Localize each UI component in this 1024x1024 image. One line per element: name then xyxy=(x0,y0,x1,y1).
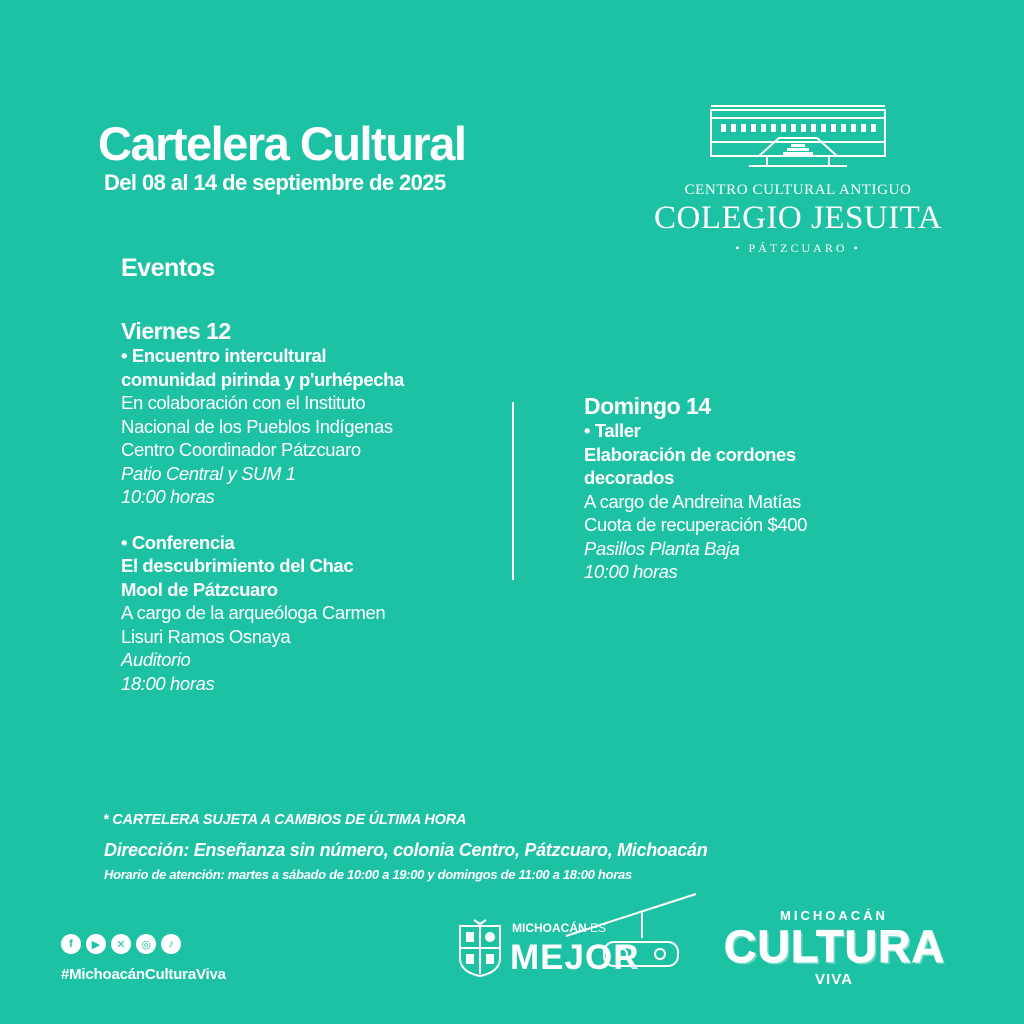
logo-line-3: • PÁTZCUARO • xyxy=(735,241,861,255)
cultura-logo-main: CULTURA xyxy=(724,921,946,972)
page-title: Cartelera Cultural xyxy=(98,117,466,170)
event-place: Pasillos Planta Baja xyxy=(584,537,740,559)
logo-line-1: CENTRO CULTURAL ANTIGUO xyxy=(684,182,912,198)
opening-hours: Horario de atención: martes a sábado de 10:00 a 19:00 y domingos de 11:00 a 18:00 horas xyxy=(104,867,632,882)
cultura-logo-top: MICHOACÁN xyxy=(780,908,888,923)
event-title: El descubrimiento del Chac xyxy=(121,555,354,576)
event-type: • Taller xyxy=(584,420,641,441)
date-range: Del 08 al 14 de septiembre de 2025 xyxy=(104,170,446,195)
building-icon xyxy=(709,100,887,170)
facebook-icon[interactable]: f xyxy=(61,934,81,954)
event-title: Elaboración de cordones xyxy=(584,443,796,465)
event-description: Cuota de recuperación $400 xyxy=(584,514,808,535)
event-description: Centro Coordinador Pátzcuaro xyxy=(121,439,361,460)
event-title: comunidad pirinda y p'urhépecha xyxy=(121,368,404,390)
event-description: A cargo de la arqueóloga Carmen xyxy=(121,602,386,623)
state-crest-icon xyxy=(456,918,504,978)
address-text: Dirección: Enseñanza sin número, colonia Centro, Pátzcuaro, Michoacán xyxy=(104,840,708,860)
event-description: En colaboración con el Instituto xyxy=(121,392,366,413)
x-icon[interactable]: ✕ xyxy=(111,934,131,954)
michoacan-es-mejor-logo xyxy=(456,888,716,988)
day-heading-sunday: Domingo 14 xyxy=(584,393,711,419)
events-heading: Eventos xyxy=(121,254,215,282)
event-title: decorados xyxy=(584,467,674,488)
colegio-jesuita-logo xyxy=(636,100,960,256)
event-description: Nacional de los Pueblos Indígenas xyxy=(121,415,393,437)
cultura-logo-bottom: VIVA xyxy=(815,971,853,988)
friday-column xyxy=(121,318,501,695)
michoacan-label: MICHOACÁN ES xyxy=(512,921,607,935)
mejor-label: MEJOR xyxy=(510,938,640,977)
event-description: Lisuri Ramos Osnaya xyxy=(121,625,291,647)
instagram-icon[interactable]: ◎ xyxy=(136,934,156,954)
tiktok-icon[interactable]: ♪ xyxy=(161,934,181,954)
event-place: Auditorio xyxy=(121,649,191,670)
event-time: 10:00 horas xyxy=(584,561,678,582)
event-time: 18:00 horas xyxy=(121,672,215,694)
sunday-column xyxy=(584,393,914,584)
michoacan-cultura-viva-logo xyxy=(724,908,944,988)
event-title: • Encuentro intercultural xyxy=(121,345,327,366)
hashtag: #MichoacánCulturaViva xyxy=(61,966,226,983)
event-type: • Conferencia xyxy=(121,531,235,553)
logo-line-2: COLEGIO JESUITA xyxy=(653,200,943,236)
disclaimer-note: * CARTELERA SUJETA A CAMBIOS DE ÚLTIMA HORA xyxy=(103,812,467,828)
event-place: Patio Central y SUM 1 xyxy=(121,462,296,484)
event-description: A cargo de Andreina Matías xyxy=(584,490,801,512)
youtube-icon[interactable]: ▶ xyxy=(86,934,106,954)
event-time: 10:00 horas xyxy=(121,486,215,507)
social-icons xyxy=(61,934,181,954)
day-heading-friday: Viernes 12 xyxy=(121,318,231,344)
column-divider xyxy=(512,402,514,580)
event-title: Mool de Pátzcuaro xyxy=(121,578,278,600)
